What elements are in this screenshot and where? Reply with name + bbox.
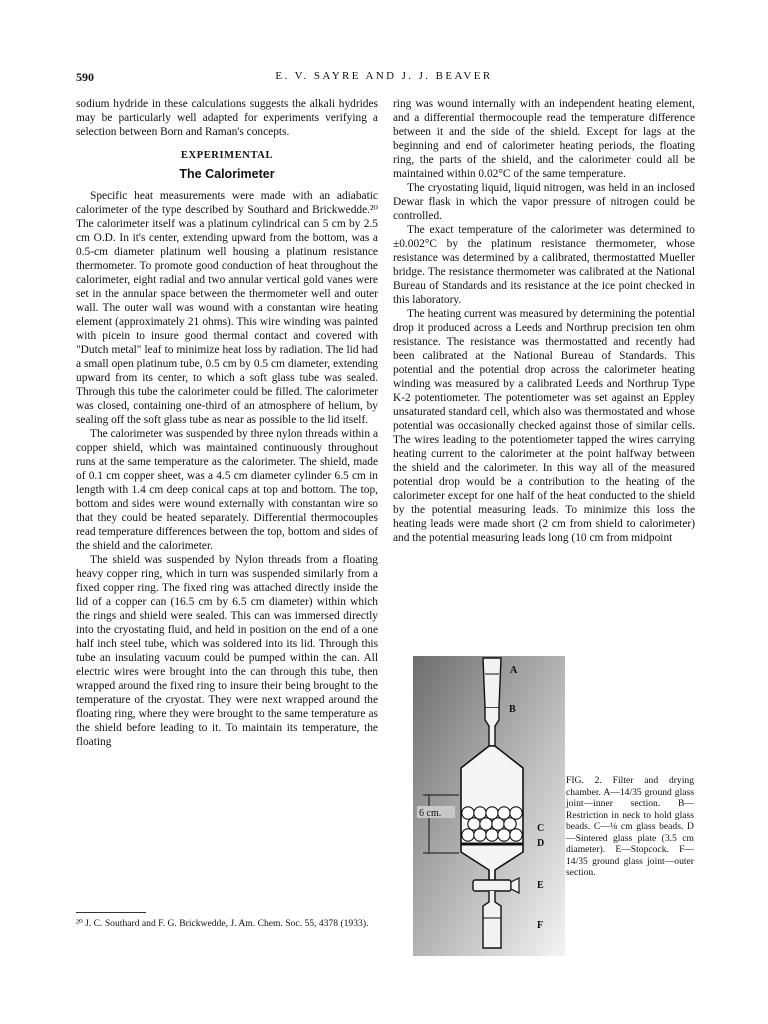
paragraph-intro: sodium hydride in these calculations suggests the alkali hydrides may be particularly well adapted for experiments verifying a selection between Born and Raman's concepts. bbox=[76, 98, 378, 138]
page-header bbox=[76, 70, 692, 86]
stopcock-e-barrel bbox=[473, 880, 511, 891]
paragraph-shield: The shield was suspended by Nylon threads from a floating heavy copper ring, which in turn was suspended similarly from a fixed copper ring. The fixed ring was attached directly inside the lid of a copper can (16.5 cm by 6.5 cm diameter) within which the rings and shield were sealed. This can was immersed directly into the cryostating fluid, and held in position on the end of a one half inch steel tube, which was soldered into its lid. Through this tube an insulating vacuum could be pumped within the can. All electric wires were brought into the can through this tube, then wrapped around the fixed ring to insure their being brought to the temperature of the cryostat. They were next wrapped around the floating ring, where they were brought to the same temperature as the shield before leading to it. To maintain its temperature, the floating bbox=[76, 554, 378, 748]
footnote-20: ²⁰ J. C. Southard and F. G. Brickwedde, J. Am. Chem. Soc. 55, 4378 (1933). bbox=[76, 918, 369, 929]
paragraph-suspension: The calorimeter was suspended by three nylon threads within a copper shield, which was maintained continuously throughout runs at the same temperature as the calorimeter. The shield, made of 0.1 cm copper sheet, was a 4.5 cm diameter cylinder 6.5 cm in length with 1.4 cm deep conical caps at top and bottom. The top, bottom and sides were wound externally with constantan wire so that they could be heated separately. Differential thermocouples read temperature differences between the top, bottom and sides of the shield and the calorimeter. bbox=[76, 428, 378, 552]
label-e: E bbox=[537, 880, 544, 891]
subsection-heading: The Calorimeter bbox=[179, 167, 275, 181]
paragraph-cryostat: The cryostating liquid, liquid nitrogen, was held in an inclosed Dewar flask in which the vapor pressure of nitrogen could be controlled. bbox=[393, 182, 695, 222]
paragraph-continued: ring was wound internally with an independent heating element, and a differential thermocouple read the temperature difference between it and the side of the shield. Except for lags at the beginning and end of calorimeter heating periods, the floating ring, the parts of the shield, and the calorimeter could all be maintained within 0.02°C of the same temperature. bbox=[393, 98, 695, 180]
label-a: A bbox=[510, 665, 518, 676]
label-f: F bbox=[537, 920, 544, 931]
footnote-rule bbox=[76, 912, 146, 913]
figure-caption: FIG. 2. Filter and drying chamber. A—14/35 ground glass joint—inner section. B—Restriction in neck to hold glass beads. C—⅛ cm glass beads. D—Sintered glass plate (3.5 cm diameter). E—Stopcock. F—14/35 ground glass joint—outer section. bbox=[566, 775, 694, 878]
joint-a-shape bbox=[483, 658, 501, 708]
label-d: D bbox=[537, 838, 545, 849]
label-c: C bbox=[537, 823, 545, 834]
paragraph-heating-current: The heating current was measured by determining the potential drop it produced across a Leeds and Northrup precision ten ohm resistance. The resistance was thermostatted and recently had been calibrated at the National Bureau of Standards. This potential and the potential drop across the calorimeter heating winding was measured by a calibrated Leeds and Northrup Type K-2 potentiometer. The potentiometer was set against an Eppley unsaturated standard cell, which also was thermostated and whose potential was occasionally checked against those of similar cells. The wires leading to the potentiometer tapped the wires carrying heating current to the calorimeter at the point halfway between the shield and the calorimeter. In this way all of the measured potential drop would be a contribution to the heating of the calorimeter except for one half of the heat conducted to the shield by the potential measuring leads. To minimize this loss the heating leads were made short (2 cm from shield to calorimeter) and the potential measuring leads long (10 cm from midpoint bbox=[393, 308, 695, 544]
running-head: E. V. SAYRE AND J. J. BEAVER bbox=[275, 70, 493, 82]
filter-chamber-drawing bbox=[413, 656, 565, 956]
right-column bbox=[393, 97, 695, 545]
left-column bbox=[76, 97, 378, 749]
label-b: B bbox=[509, 704, 516, 715]
page-number: 590 bbox=[76, 70, 94, 84]
figure-filter-chamber bbox=[413, 656, 565, 956]
paragraph-calorimeter: Specific heat measurements were made with an adiabatic calorimeter of the type described by Southard and Brickwedde.²⁰ The calorimeter itself was a platinum cylindrical can 5 cm by 2.5 cm O.D. In it's center, extending upward from the bottom, was a 0.5-cm diameter platinum well housing a platinum resistance thermometer. To promote good conduction of heat throughout the calorimeter, eight radial and two annular vertical gold vanes were set in the annular space between the thermometer well and outer wall. The outer wall was wound with a constantan wire heating element (approximately 21 ohms). This wire winding was painted with picein to insure good thermal contact and covered with "Dutch metal" leaf to minimize heat loss by radiation. The lid had a small open platinum tube, 0.5 cm by 0.5 cm diameter, extending upward from its center, to which a soft glass tube was sealed. Through this tube the calorimeter could be filled. The calorimeter was closed, containing one-third of an atmosphere of helium, by sealing off the soft glass tube as near as possible to the lid itself. bbox=[76, 190, 378, 426]
paragraph-temperature: The exact temperature of the calorimeter was determined to ±0.002°C by the platinum resistance thermometer, whose resistance was determined by a calibrated, thermostatted Mueller bridge. The resistance thermometer was calibrated at the National Bureau of Standards and its resistance at the ice point checked in this laboratory. bbox=[393, 224, 695, 306]
section-heading: EXPERIMENTAL bbox=[180, 150, 274, 161]
glass-beads-c bbox=[462, 807, 522, 841]
dimension-label: 6 cm. bbox=[419, 808, 442, 819]
